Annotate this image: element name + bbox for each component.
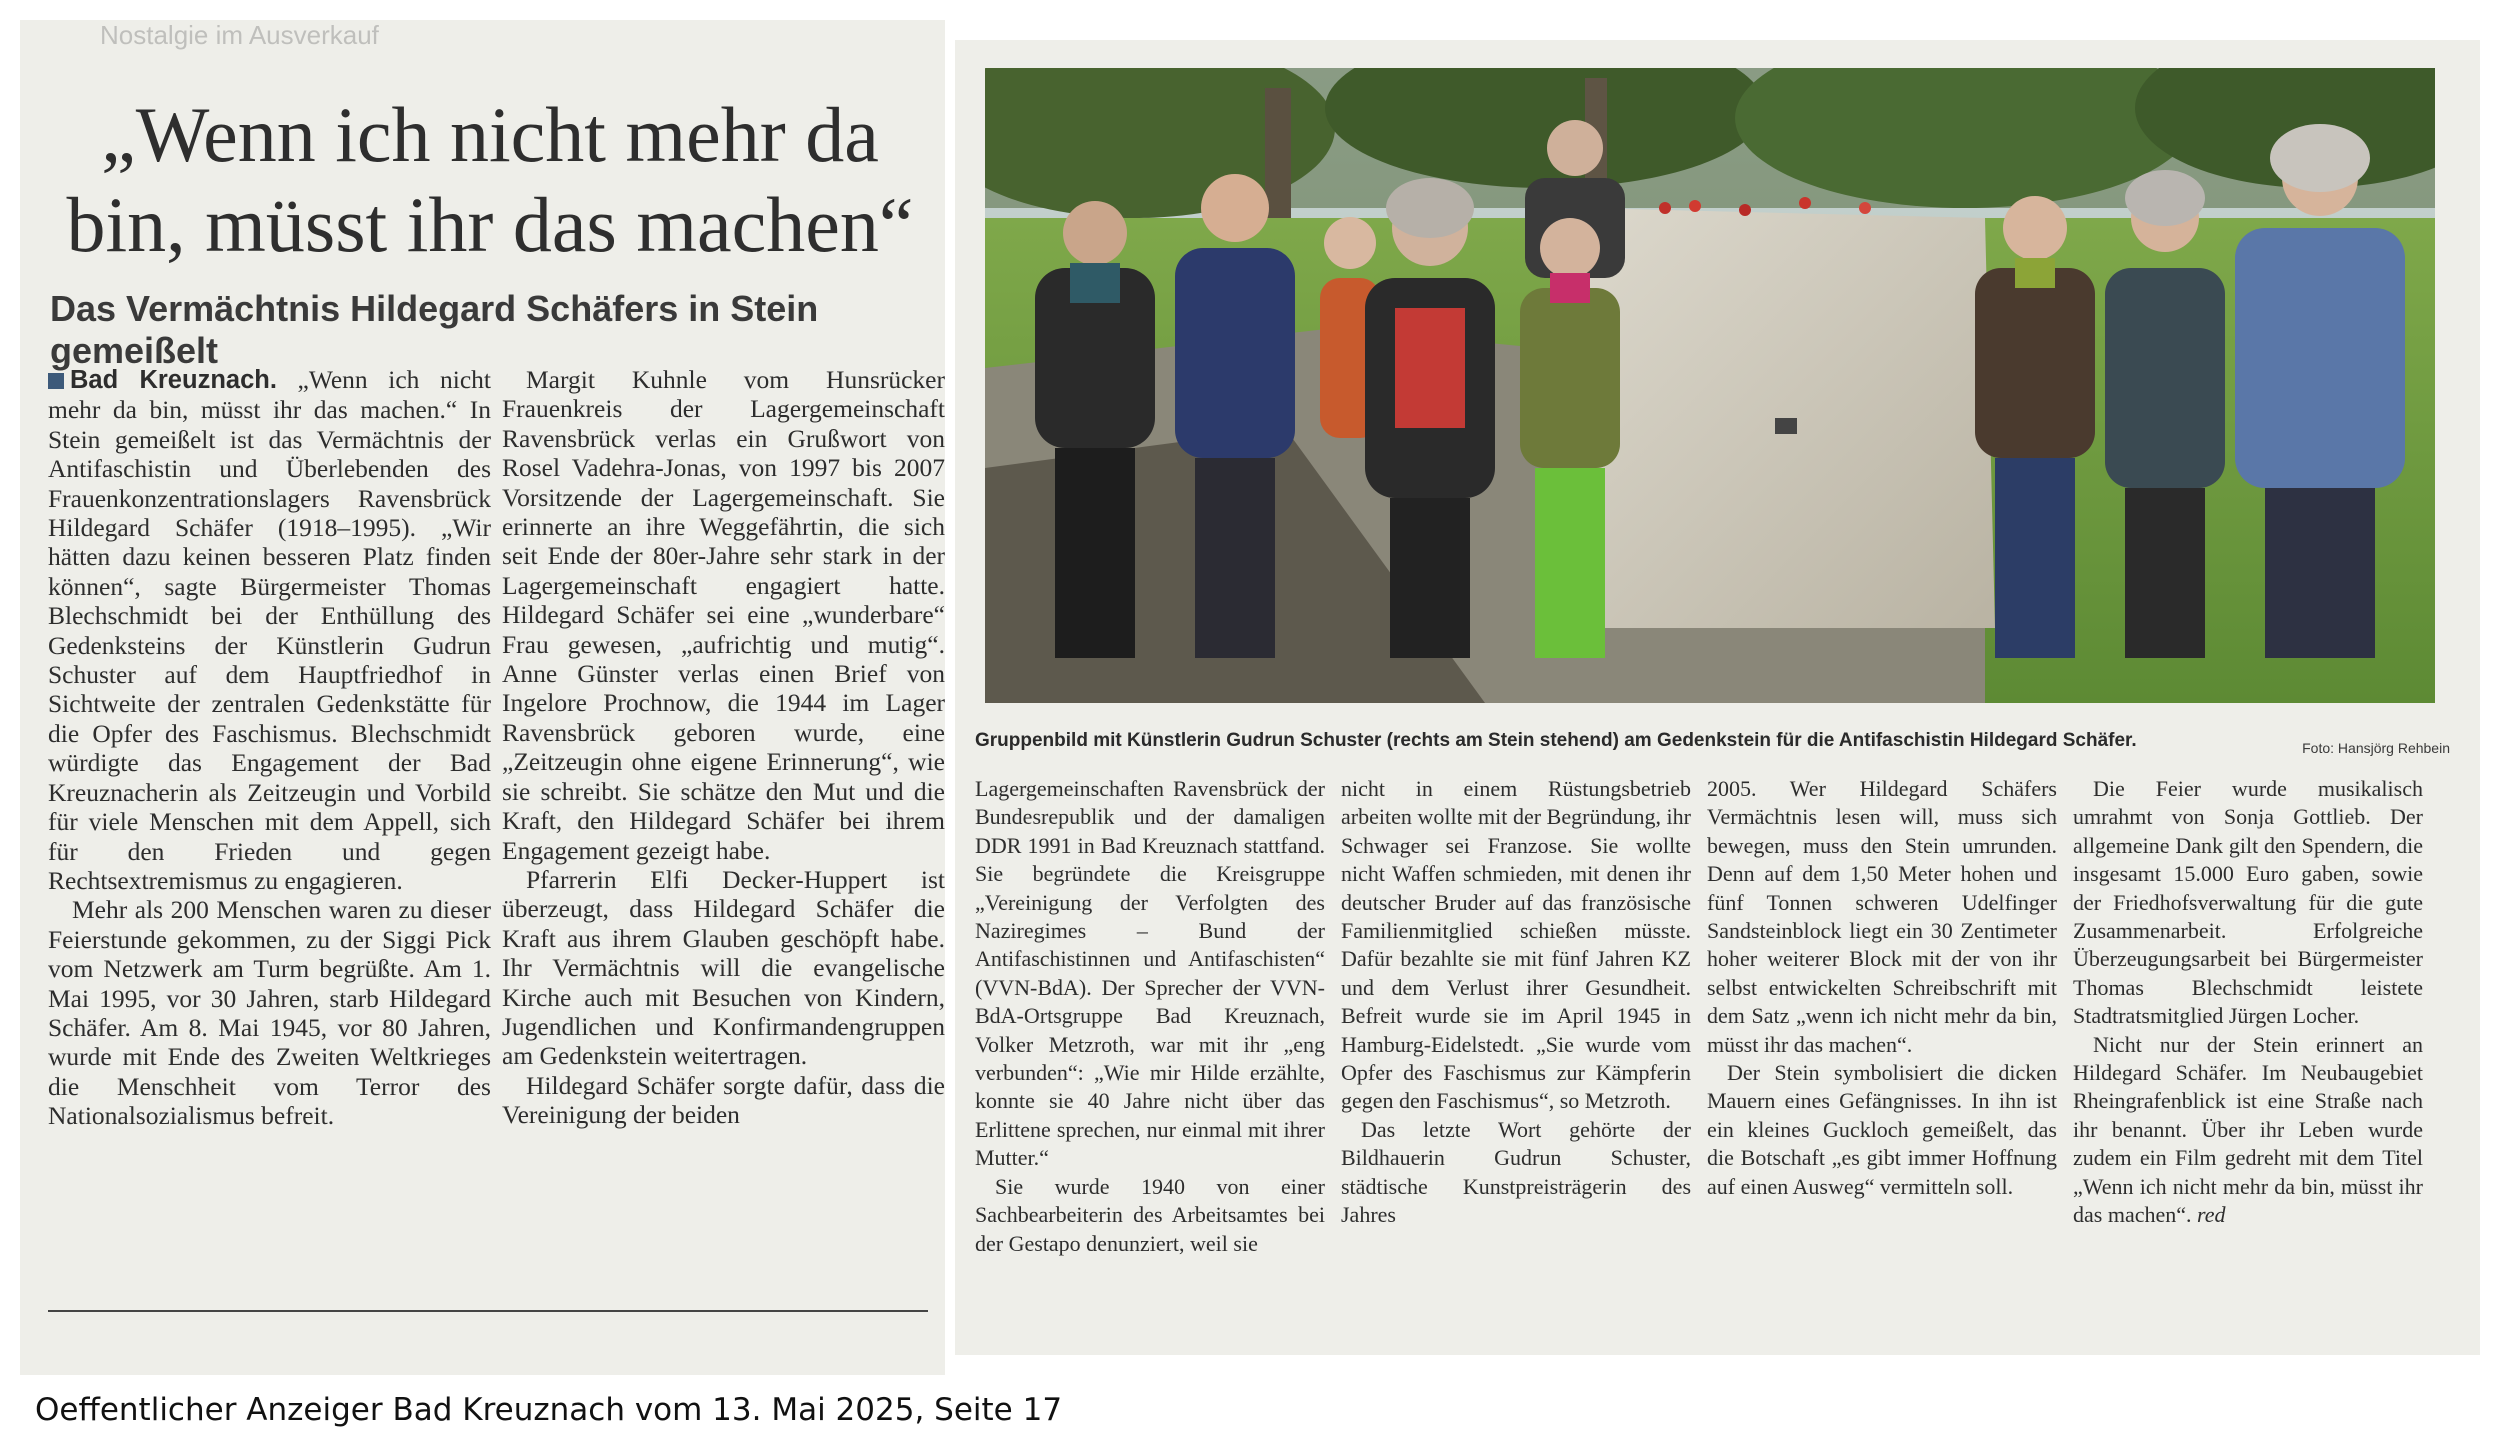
right-column-4 (2073, 775, 2423, 1230)
right-column-3 (1707, 775, 2057, 1201)
author-sign: red (2197, 1202, 2226, 1228)
right-column-1 (975, 775, 1325, 1258)
group-photo (985, 68, 2435, 703)
photo-credit: Foto: Hansjörg Rehbein (2302, 740, 2450, 756)
paragraph: Sie wurde 1940 von einer Sachbearbeiterin des Arbeitsamtes bei der Gestapo denunziert, weil sie (975, 1173, 1325, 1256)
left-newspaper-clipping (20, 20, 945, 1375)
paragraph: Der Stein symbolisiert die dicken Mauern eines Gefängnisses. In ihn ist ein kleines Guckloch gemeißelt, das die Botschaft „es gibt immer Hoffnung auf einen Ausweg“ vermitteln soll. (1707, 1060, 2057, 1199)
paragraph: Hildegard Schäfer sorgte dafür, dass die Vereinigung der beiden (502, 1070, 945, 1130)
right-newspaper-clipping (955, 40, 2480, 1355)
article-subheadline: Das Vermächtnis Hildegard Schäfers in Stein gemeißelt (50, 288, 819, 371)
bleed-through-text: Nostalgie im Ausverkauf (100, 20, 379, 50)
paragraph: nicht in einem Rüstungsbetrieb arbeiten wollte mit der Begründung, ihr Schwager sei Franzose. Sie wollte nicht Waffen schmieden, mit denen ihr deutscher Bruder auf das französische Familienmitglied schießen müsste. Dafür bezahlte sie mit fünf Jahren KZ und dem Verlust ihrer Gesundheit. Befreit wurde sie im April 1945 in Hamburg-Eidelstedt. „Sie wurde vom Opfer des Faschismus zur Kämpferin gegen den Faschismus“, so Metzroth. (1341, 776, 1691, 1114)
photo-caption: Gruppenbild mit Künstlerin Gudrun Schuster (rechts am Stein stehend) am Gedenkstein für die Antifaschistin Hildegard Schäfer. (975, 730, 2137, 751)
paragraph-text: „Wenn ich nicht mehr da bin, müsst ihr das machen.“ In Stein gemeißelt ist das Vermächtnis der Antifaschistin und Überlebenden des Frauenkonzentrationslagers Ravensbrück Hildegard Schäfer (1918–1995). „Wir hätten dazu keinen besseren Platz finden können“, sagte Bürgermeister Thomas Blechschmidt bei der Enthüllung des Gedenksteins der Künstlerin Gudrun Schuster auf dem Hauptfriedhof in Sichtweite der zentralen Gedenkstätte für die Opfer des Faschismus. Blechschmidt würdigte das Engagement der Bad Kreuznacherin als Zeitzeugin und Vorbild für viele Menschen mit dem Appell, sich für den Frieden und gegen Rechtsextremismus zu engagieren. (48, 365, 491, 895)
paragraph: Lagergemeinschaften Ravensbrück der Bundesrepublik und der damaligen DDR 1991 in Bad Kreuznach stattfand. Sie begründete die Kreisgruppe „Vereinigung der Verfolgten des Naziregimes – Bund der Antifaschistinnen und Antifaschisten“ (VVN-BdA). Der Sprecher der VVN-BdA-Ortsgruppe Bad Kreuznach, Volker Metzroth, war mit ihr „eng verbunden“: „Wie mir Hilde erzählte, konnte sie 40 Jahre nicht über das Erlittene sprechen, nur einmal mit ihrer Mutter.“ (975, 776, 1325, 1171)
paragraph (48, 365, 491, 895)
paragraph: Das letzte Wort gehörte der Bildhauerin Gudrun Schuster, städtische Kunstpreisträgerin des Jahres (1341, 1116, 1691, 1228)
left-column-1 (48, 365, 491, 1131)
paragraph: Margit Kuhnle vom Hunsrücker Frauenkreis der Lagergemeinschaft Ravensbrück verlas ein Grußwort von Rosel Vadehra-Jonas, von 1997 bis 2007 Vorsitzende der Lagergemeinschaft. Sie erinnerte an ihre Weggefährtin, die sich seit Ende der 80er-Jahre sehr stark in der Lagergemeinschaft engagiert hatte. Hildegard Schäfer sei eine „wunderbare“ Frau gewesen, „aufrichtig und mutig“. Anne Günster verlas einen Brief von Ingelore Prochnow, die 1944 im Lager Ravensbrück geboren wurde, eine „Zeitzeugin ohne eigene Erinnerung“, wie sie schreibt. Sie schätze den Mut und die Kraft, den Hildegard Schäfer bei ihrem Engagement gezeigt habe. (502, 365, 945, 865)
left-column-2 (502, 365, 945, 1130)
dateline: Bad Kreuznach. (70, 366, 277, 394)
paragraph (2073, 1031, 2423, 1230)
paragraph: Mehr als 200 Menschen waren zu dieser Feierstunde gekommen, zu der Siggi Pick vom Netzwerk am Turm begrüßte. Am 1. Mai 1995, vor 30 Jahren, starb Hildegard Schäfer. Am 8. Mai 1945, vor 80 Jahren, wurde mit Ende des Zweiten Weltkrieges die Menschheit vom Terror des Nationalsozialismus befreit. (48, 895, 491, 1131)
paragraph: Pfarrerin Elfi Decker-Huppert ist überzeugt, dass Hildegard Schäfer die Kraft aus ihrem Glauben geschöpft habe. Ihr Vermächtnis will die evangelische Kirche auch mit Besuchen von Kindern, Jugendlichen und Konfirmandengruppen am Gedenkstein weitertragen. (502, 864, 945, 1071)
group-photo-illustration (985, 68, 2435, 703)
paragraph: Die Feier wurde musikalisch umrahmt von Sonja Gottlieb. Der allgemeine Dank gilt den Spendern, die insgesamt 15.000 Euro gaben, sowie der Friedhofsverwaltung für die gute Zusammenarbeit. Erfolgreiche Überzeugungsarbeit bei Bürgermeister Thomas Blechschmidt leistete Stadtratsmitglied Jürgen Locher. (2073, 776, 2423, 1029)
dateline-square-icon (48, 373, 64, 389)
source-footer: Oeffentlicher Anzeiger Bad Kreuznach vom 13. Mai 2025, Seite 17 (35, 1392, 1063, 1428)
bottom-rule (48, 1310, 928, 1312)
paragraph: 2005. Wer Hildegard Schäfers Vermächtnis lesen will, muss sich bewegen, muss den Stein umrunden. Denn auf dem 1,50 Meter hohen und fünf Tonnen schweren Udelfinger Sandsteinblock liegt ein 30 Zentimeter hoher weiterer Block mit der von ihr selbst entwickelten Schreibschrift mit dem Satz „wenn ich nicht mehr da bin, müsst ihr das machen“. (1707, 776, 2057, 1057)
paragraph-text: Nicht nur der Stein erinnert an Hildegard Schäfer. Im Neubaugebiet Rheingrafenblick ist eine Straße nach ihr benannt. Über ihr Leben wurde zudem ein Film gedreht mit dem Titel „Wenn ich nicht mehr da bin, müsst ihr das machen“. (2073, 1031, 2423, 1228)
article-headline: „Wenn ich nicht mehr da bin, müsst ihr das machen“ (66, 91, 914, 268)
right-column-2 (1341, 775, 1691, 1230)
